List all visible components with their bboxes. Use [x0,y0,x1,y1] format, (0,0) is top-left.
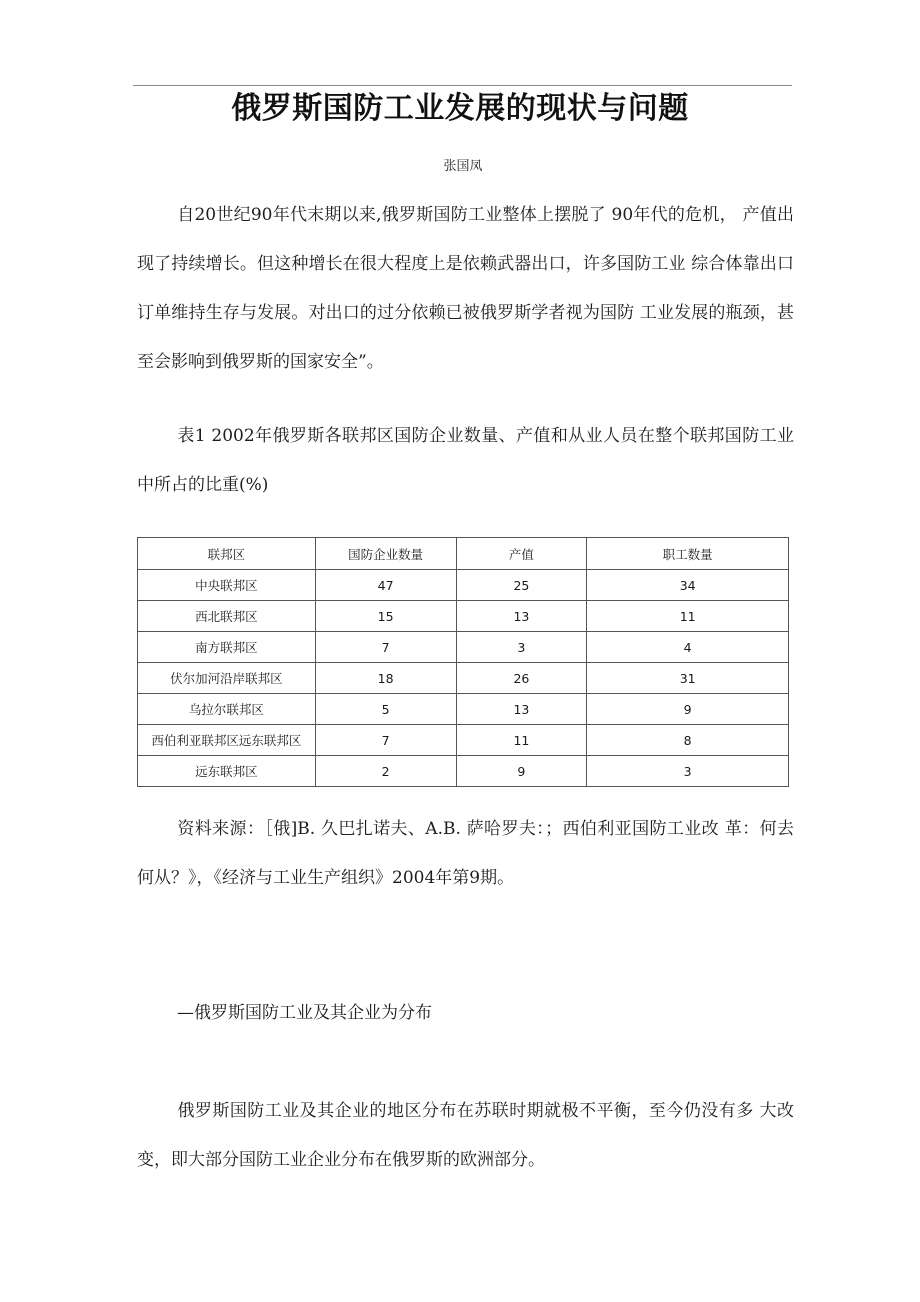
output-cell: 25 [456,570,587,601]
output-cell: 13 [456,601,587,632]
page-title: 俄罗斯国防工业发展的现状与问题 [231,91,689,126]
employees-cell: 4 [587,632,789,663]
table-row [138,694,789,725]
table-row [138,663,789,694]
table-row [138,632,789,663]
table-row [138,601,789,632]
column-header-employees: 职工数量 [587,538,789,570]
output-cell: 26 [456,663,587,694]
section-paragraph-text: 俄罗斯国防工业及其企业的地区分布在苏联时期就极不平衡，至今仍没有多 大改变，即大部分国防工业企业分布在俄罗斯的欧洲部分。 [137,1101,794,1170]
section-heading-text: —俄罗斯国防工业及其企业为分布 [177,1003,432,1023]
header-rule [133,85,792,86]
table-row [138,725,789,756]
table-row [138,756,789,787]
enterprise-count-cell: 47 [315,570,456,601]
enterprise-count-cell: 18 [315,663,456,694]
employees-cell: 31 [587,663,789,694]
district-cell: 南方联邦区 [138,632,316,663]
employees-cell: 8 [587,725,789,756]
enterprise-count-cell: 7 [315,725,456,756]
enterprise-count-cell: 5 [315,694,456,725]
district-cell: 中央联邦区 [138,570,316,601]
table-caption [137,412,794,510]
district-cell: 伏尔加河沿岸联邦区 [138,663,316,694]
section-paragraph [137,1087,794,1185]
district-cell: 远东联邦区 [138,756,316,787]
section-heading [137,989,794,1038]
table-caption-text: 表1 2002年俄罗斯各联邦区国防企业数量、产值和从业人员在整个联邦国防工业中所占的比重(%) [137,426,794,495]
district-cell: 西伯利亚联邦区远东联邦区 [138,725,316,756]
table-header-row [138,538,789,570]
district-cell: 乌拉尔联邦区 [138,694,316,725]
output-cell: 9 [456,756,587,787]
district-share-table [137,537,789,787]
author-name: 张国凤 [443,159,483,174]
column-header-district: 联邦区 [138,538,316,570]
intro-paragraph-text: 自20世纪90年代末期以来,俄罗斯国防工业整体上摆脱了 90年代的危机， 产值出现了持续增长。但这种增长在很大程度上是依赖武器出口，许多国防工业 综合体靠出口订单维持生存与发展。对出口的过分依赖已被俄罗斯学者视为国防 工业发展的瓶颈，甚至会影响到俄罗斯的国家安全”。 [137,205,794,372]
output-cell: 13 [456,694,587,725]
output-cell: 11 [456,725,587,756]
employees-cell: 11 [587,601,789,632]
table-row [138,570,789,601]
output-cell: 3 [456,632,587,663]
district-cell: 西北联邦区 [138,601,316,632]
source-note-text: 资料来源：［俄]B. 久巴扎诺夫、A.B. 萨哈罗夫：；西伯利亚国防工业改 革：何去何从？》，《经济与工业生产组织》2004年第9期。 [137,819,794,888]
employees-cell: 9 [587,694,789,725]
column-header-enterprise-count: 国防企业数量 [315,538,456,570]
intro-paragraph [137,191,794,387]
employees-cell: 3 [587,756,789,787]
source-note [137,805,794,903]
enterprise-count-cell: 15 [315,601,456,632]
employees-cell: 34 [587,570,789,601]
column-header-output: 产值 [456,538,587,570]
enterprise-count-cell: 2 [315,756,456,787]
enterprise-count-cell: 7 [315,632,456,663]
